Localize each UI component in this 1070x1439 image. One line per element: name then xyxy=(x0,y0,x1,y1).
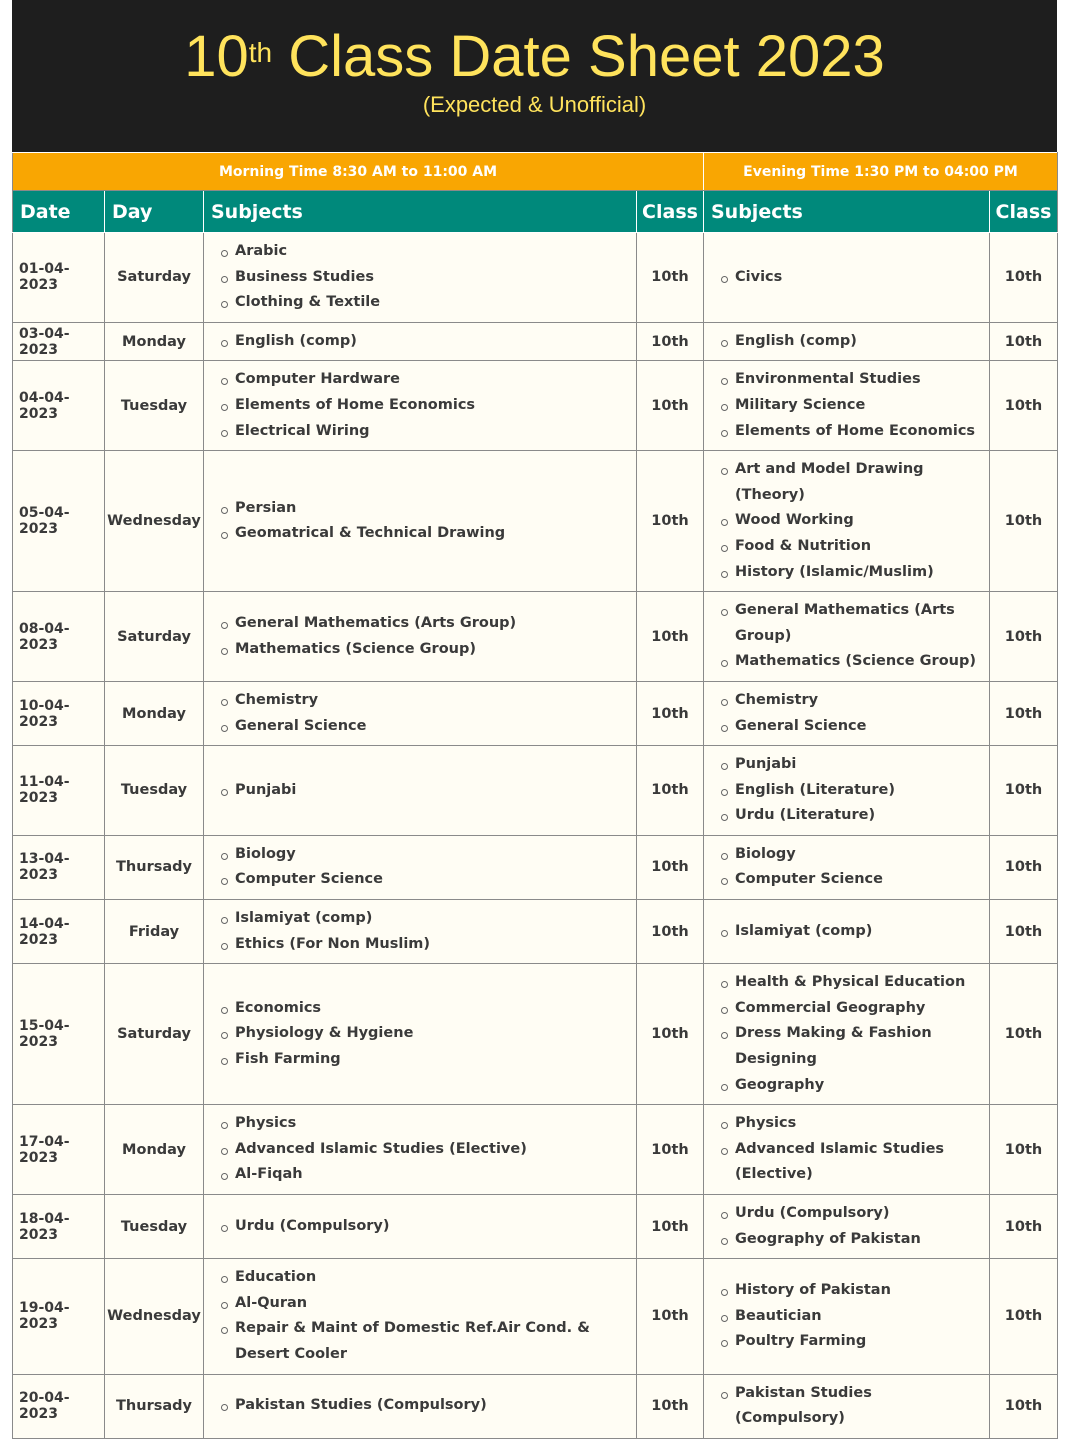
morning-class-cell: 10th xyxy=(637,746,704,836)
subject-list xyxy=(721,919,979,945)
subject-list xyxy=(721,688,979,739)
date-cell: 05-04-2023 xyxy=(13,451,105,592)
subject-list xyxy=(221,688,626,739)
date-cell: 15-04-2023 xyxy=(13,964,105,1105)
header-class-morning: Class xyxy=(637,191,704,233)
shift-row xyxy=(13,153,1058,191)
subject-list xyxy=(721,970,979,1098)
morning-class-cell: 10th xyxy=(637,592,704,682)
subject-list xyxy=(221,996,626,1073)
subject-list xyxy=(721,1201,979,1252)
table-row xyxy=(13,681,1058,745)
subject-item: General Science xyxy=(721,714,979,740)
morning-subjects-cell xyxy=(204,900,637,964)
day-cell: Wednesday xyxy=(105,1259,204,1374)
morning-subjects-cell xyxy=(204,592,637,682)
subject-item: Chemistry xyxy=(721,688,979,714)
subject-list xyxy=(721,329,979,355)
subject-item: Dress Making & Fashion Designing xyxy=(721,1021,979,1072)
subject-list xyxy=(721,367,979,444)
subject-item: General Mathematics (Arts Group) xyxy=(721,598,979,649)
subject-item: Geography of Pakistan xyxy=(721,1227,979,1253)
subject-list xyxy=(221,1214,626,1240)
subject-item: Elements of Home Economics xyxy=(721,419,979,445)
morning-class-cell: 10th xyxy=(637,681,704,745)
subject-item: Advanced Islamic Studies (Elective) xyxy=(221,1137,626,1163)
morning-class-cell: 10th xyxy=(637,233,704,323)
evening-class-cell: 10th xyxy=(990,1195,1058,1259)
table-row xyxy=(13,233,1058,323)
evening-class-cell: 10th xyxy=(990,451,1058,592)
day-cell: Friday xyxy=(105,900,204,964)
date-cell: 19-04-2023 xyxy=(13,1259,105,1374)
subject-item: History (Islamic/Muslim) xyxy=(721,560,979,586)
evening-subjects-cell xyxy=(704,835,990,899)
subject-item: Electrical Wiring xyxy=(221,419,626,445)
evening-subjects-cell xyxy=(704,451,990,592)
morning-subjects-cell xyxy=(204,835,637,899)
morning-subjects-cell xyxy=(204,1259,637,1374)
subject-item: Urdu (Literature) xyxy=(721,803,979,829)
subject-item: Poultry Farming xyxy=(721,1329,979,1355)
subject-item: Mathematics (Science Group) xyxy=(721,649,979,675)
date-cell: 03-04-2023 xyxy=(13,322,105,361)
subject-item: Fish Farming xyxy=(221,1047,626,1073)
table-row xyxy=(13,361,1058,451)
subject-list xyxy=(221,239,626,316)
subject-item: Clothing & Textile xyxy=(221,290,626,316)
subject-list xyxy=(221,1111,626,1188)
subject-item: Persian xyxy=(221,496,626,522)
subject-item: Geomatrical & Technical Drawing xyxy=(221,521,626,547)
evening-subjects-cell xyxy=(704,592,990,682)
subject-item: Punjabi xyxy=(721,752,979,778)
table-row xyxy=(13,592,1058,682)
subject-item: Food & Nutrition xyxy=(721,534,979,560)
evening-subjects-cell xyxy=(704,681,990,745)
header-date: Date xyxy=(13,191,105,233)
subject-item: Computer Science xyxy=(221,867,626,893)
table-row xyxy=(13,1259,1058,1374)
table-row xyxy=(13,746,1058,836)
evening-shift-label: Evening Time 1:30 PM to 04:00 PM xyxy=(704,153,1058,191)
subject-item: Mathematics (Science Group) xyxy=(221,637,626,663)
subject-item: Computer Science xyxy=(721,867,979,893)
evening-subjects-cell xyxy=(704,361,990,451)
evening-class-cell: 10th xyxy=(990,1259,1058,1374)
day-cell: Tuesday xyxy=(105,361,204,451)
subject-list xyxy=(721,752,979,829)
page-subtitle: (Expected & Unofficial) xyxy=(422,92,647,117)
subject-item: Urdu (Compulsory) xyxy=(721,1201,979,1227)
morning-subjects-cell xyxy=(204,681,637,745)
evening-subjects-cell xyxy=(704,1105,990,1195)
day-cell: Thursady xyxy=(105,1374,204,1438)
table-row xyxy=(13,900,1058,964)
subject-item: Pakistan Studies (Compulsory) xyxy=(721,1381,979,1432)
subject-item: Urdu (Compulsory) xyxy=(221,1214,626,1240)
column-header-row xyxy=(13,191,1058,233)
date-cell: 18-04-2023 xyxy=(13,1195,105,1259)
table-row xyxy=(13,964,1058,1105)
evening-class-cell: 10th xyxy=(990,835,1058,899)
subject-item: Military Science xyxy=(721,393,979,419)
morning-subjects-cell xyxy=(204,1195,637,1259)
day-cell: Monday xyxy=(105,681,204,745)
evening-subjects-cell xyxy=(704,233,990,323)
subject-item: English (Literature) xyxy=(721,778,979,804)
subject-item: Art and Model Drawing (Theory) xyxy=(721,457,979,508)
subject-item: Biology xyxy=(721,842,979,868)
subject-list xyxy=(721,1381,979,1432)
morning-class-cell: 10th xyxy=(637,1374,704,1438)
morning-subjects-cell xyxy=(204,451,637,592)
subject-item: Environmental Studies xyxy=(721,367,979,393)
subject-item: General Science xyxy=(221,714,626,740)
evening-class-cell: 10th xyxy=(990,681,1058,745)
subject-list xyxy=(221,1265,626,1367)
date-cell: 04-04-2023 xyxy=(13,361,105,451)
subject-list xyxy=(721,265,979,291)
subject-item: Arabic xyxy=(221,239,626,265)
morning-class-cell: 10th xyxy=(637,1259,704,1374)
header-subjects-morning: Subjects xyxy=(204,191,637,233)
subject-item: Economics xyxy=(221,996,626,1022)
subject-item: Al-Fiqah xyxy=(221,1162,626,1188)
subject-list xyxy=(721,1111,979,1188)
subject-item: Biology xyxy=(221,842,626,868)
subject-list xyxy=(721,457,979,585)
subject-list xyxy=(221,496,626,547)
subject-item: Education xyxy=(221,1265,626,1291)
subject-list xyxy=(721,1278,979,1355)
subject-item: Physics xyxy=(721,1111,979,1137)
header-class-evening: Class xyxy=(990,191,1058,233)
evening-class-cell: 10th xyxy=(990,592,1058,682)
title-number: 10 xyxy=(184,24,249,89)
evening-class-cell: 10th xyxy=(990,964,1058,1105)
morning-subjects-cell xyxy=(204,322,637,361)
morning-subjects-cell xyxy=(204,1105,637,1195)
subject-item: English (comp) xyxy=(721,329,979,355)
morning-class-cell: 10th xyxy=(637,1195,704,1259)
table-row xyxy=(13,322,1058,361)
evening-subjects-cell xyxy=(704,900,990,964)
subject-item: Islamiyat (comp) xyxy=(221,906,626,932)
day-cell: Tuesday xyxy=(105,746,204,836)
day-cell: Saturday xyxy=(105,592,204,682)
title-text: Class Date Sheet 2023 xyxy=(272,24,885,89)
morning-subjects-cell xyxy=(204,746,637,836)
subject-item: Chemistry xyxy=(221,688,626,714)
title-banner xyxy=(12,0,1057,152)
subject-item: Commercial Geography xyxy=(721,996,979,1022)
subject-item: Islamiyat (comp) xyxy=(721,919,979,945)
date-sheet xyxy=(12,0,1057,1439)
date-cell: 10-04-2023 xyxy=(13,681,105,745)
subject-item: Physiology & Hygiene xyxy=(221,1021,626,1047)
evening-class-cell: 10th xyxy=(990,233,1058,323)
subject-item: Ethics (For Non Muslim) xyxy=(221,932,626,958)
date-cell: 01-04-2023 xyxy=(13,233,105,323)
evening-subjects-cell xyxy=(704,1259,990,1374)
subject-list xyxy=(221,329,626,355)
subject-item: Health & Physical Education xyxy=(721,970,979,996)
subject-list xyxy=(221,842,626,893)
morning-class-cell: 10th xyxy=(637,322,704,361)
evening-class-cell: 10th xyxy=(990,1105,1058,1195)
subject-list xyxy=(221,367,626,444)
evening-class-cell: 10th xyxy=(990,900,1058,964)
table-row xyxy=(13,451,1058,592)
subject-item: Pakistan Studies (Compulsory) xyxy=(221,1393,626,1419)
morning-subjects-cell xyxy=(204,1374,637,1438)
subject-item: Elements of Home Economics xyxy=(221,393,626,419)
day-cell: Saturday xyxy=(105,233,204,323)
table-row xyxy=(13,1105,1058,1195)
header-day: Day xyxy=(105,191,204,233)
morning-subjects-cell xyxy=(204,964,637,1105)
evening-class-cell: 10th xyxy=(990,746,1058,836)
subject-item: Civics xyxy=(721,265,979,291)
evening-class-cell: 10th xyxy=(990,322,1058,361)
subject-list xyxy=(721,598,979,675)
subject-item: Computer Hardware xyxy=(221,367,626,393)
date-cell: 11-04-2023 xyxy=(13,746,105,836)
morning-class-cell: 10th xyxy=(637,900,704,964)
subject-list xyxy=(221,611,626,662)
subject-item: Wood Working xyxy=(721,508,979,534)
schedule-body xyxy=(13,233,1058,1439)
morning-shift-label: Morning Time 8:30 AM to 11:00 AM xyxy=(13,153,704,191)
morning-class-cell: 10th xyxy=(637,1105,704,1195)
subject-item: English (comp) xyxy=(221,329,626,355)
subject-list xyxy=(221,906,626,957)
evening-class-cell: 10th xyxy=(990,361,1058,451)
subject-item: Geography xyxy=(721,1073,979,1099)
morning-class-cell: 10th xyxy=(637,964,704,1105)
morning-subjects-cell xyxy=(204,233,637,323)
evening-subjects-cell xyxy=(704,964,990,1105)
date-cell: 20-04-2023 xyxy=(13,1374,105,1438)
evening-subjects-cell xyxy=(704,322,990,361)
morning-class-cell: 10th xyxy=(637,451,704,592)
subject-list xyxy=(221,1393,626,1419)
day-cell: Monday xyxy=(105,1105,204,1195)
subject-list xyxy=(721,842,979,893)
table-row xyxy=(13,835,1058,899)
date-cell: 17-04-2023 xyxy=(13,1105,105,1195)
subject-item: History of Pakistan xyxy=(721,1278,979,1304)
evening-class-cell: 10th xyxy=(990,1374,1058,1438)
subject-item: Beautician xyxy=(721,1304,979,1330)
date-cell: 13-04-2023 xyxy=(13,835,105,899)
subject-item: Repair & Maint of Domestic Ref.Air Cond. & Desert Cooler xyxy=(221,1316,626,1367)
subject-item: Punjabi xyxy=(221,778,626,804)
evening-subjects-cell xyxy=(704,1195,990,1259)
morning-class-cell: 10th xyxy=(637,361,704,451)
day-cell: Wednesday xyxy=(105,451,204,592)
morning-subjects-cell xyxy=(204,361,637,451)
subject-item: Advanced Islamic Studies (Elective) xyxy=(721,1137,979,1188)
date-cell: 08-04-2023 xyxy=(13,592,105,682)
table-row xyxy=(13,1374,1058,1438)
day-cell: Thursady xyxy=(105,835,204,899)
evening-subjects-cell xyxy=(704,746,990,836)
subject-item: Al-Quran xyxy=(221,1291,626,1317)
day-cell: Saturday xyxy=(105,964,204,1105)
date-cell: 14-04-2023 xyxy=(13,900,105,964)
table-row xyxy=(13,1195,1058,1259)
subject-item: General Mathematics (Arts Group) xyxy=(221,611,626,637)
subject-list xyxy=(221,778,626,804)
evening-subjects-cell xyxy=(704,1374,990,1438)
page-title xyxy=(12,22,1057,92)
header-subjects-evening: Subjects xyxy=(704,191,990,233)
title-superscript: th xyxy=(248,37,273,68)
morning-class-cell: 10th xyxy=(637,835,704,899)
subject-item: Business Studies xyxy=(221,265,626,291)
day-cell: Monday xyxy=(105,322,204,361)
schedule-table xyxy=(12,152,1058,1439)
day-cell: Tuesday xyxy=(105,1195,204,1259)
subject-item: Physics xyxy=(221,1111,626,1137)
